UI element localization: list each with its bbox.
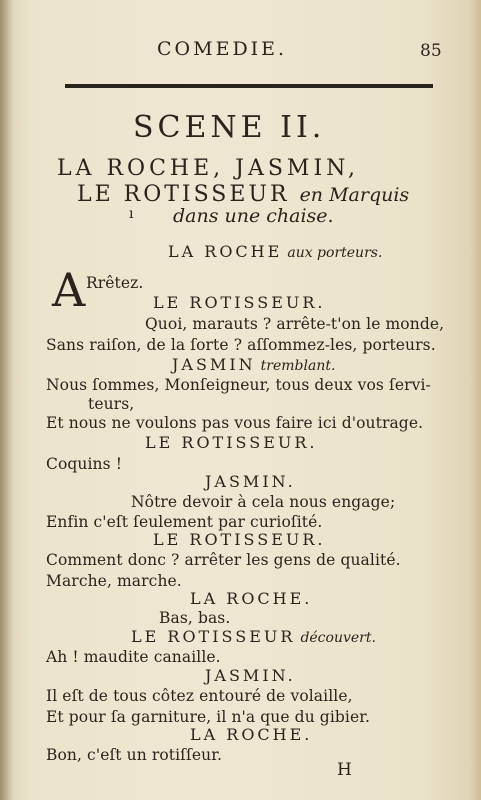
speaker-name: JASMIN <box>172 355 256 374</box>
speaker-name: LE ROTISSEUR <box>131 627 296 646</box>
verse-line: Comment donc ? arrêter les gens de qualité. <box>46 551 401 569</box>
verse-line: Ah ! maudite canaille. <box>46 648 221 666</box>
gutter-shadow <box>0 0 14 800</box>
character-list-line-1: LA ROCHE, JASMIN, <box>57 156 359 181</box>
verse-line: Et nous ne voulons pas vous faire ici d'outrage. <box>46 414 424 432</box>
verse-line: Sans raiſon, de la ſorte ? aſſommez-les, porteurs. <box>46 336 436 354</box>
speaker-heading: LE ROTISSEUR. <box>153 530 326 549</box>
speaker-heading: LA ROCHE. <box>190 589 313 608</box>
running-head: COMEDIE. <box>157 38 288 60</box>
speaker-heading: LA ROCHE. <box>190 725 313 744</box>
character-list-line-3: dans une chaise. <box>173 205 334 227</box>
scene-title: SCENE II. <box>133 110 326 145</box>
verse-line: Nous ſommes, Monſeigneur, tous deux vos ſervi- <box>46 376 431 394</box>
speaker-heading <box>131 627 376 646</box>
speaker-heading: JASMIN. <box>205 472 296 491</box>
speaker-name: LA ROCHE <box>168 242 283 261</box>
signature-mark: H <box>337 760 352 780</box>
character-list-line-2 <box>77 182 409 207</box>
verse-line: Coquins ! <box>46 455 123 473</box>
print-mark: ı <box>129 206 134 222</box>
verse-line: Nôtre devoir à cela nous engage; <box>131 493 396 511</box>
verse-line: Il eſt de tous côtez entouré de volaille, <box>46 687 353 705</box>
verse-line: teurs, <box>88 395 135 413</box>
page-number: 85 <box>420 41 442 61</box>
verse-line: Quoi, marauts ? arrête-t'on le monde, <box>145 315 445 333</box>
speaker-heading <box>172 355 335 374</box>
stage-direction: tremblant. <box>260 358 336 374</box>
verse-line: Enfin c'eſt ſeulement par curioſité. <box>46 513 323 531</box>
header-rule <box>65 84 433 88</box>
drop-cap: A <box>52 263 86 317</box>
verse-line: Et pour ſa garniture, il n'a que du gibier. <box>46 708 371 726</box>
speaker-heading <box>168 242 382 261</box>
character-description: en Marquis <box>299 184 410 206</box>
verse-line: Bon, c'eſt un rotiſſeur. <box>46 746 223 764</box>
stage-direction: découvert. <box>300 630 376 646</box>
verse-line: Bas, bas. <box>159 609 231 627</box>
stage-direction: aux porteurs. <box>287 245 383 261</box>
speaker-heading: LE ROTISSEUR. <box>145 433 318 452</box>
verse-line: Marche, marche. <box>46 572 182 590</box>
character-name: LE ROTISSEUR <box>77 182 290 207</box>
speaker-heading: JASMIN. <box>205 666 296 685</box>
speaker-heading: LE ROTISSEUR. <box>153 293 326 312</box>
verse-line: Rrêtez. <box>86 274 144 292</box>
